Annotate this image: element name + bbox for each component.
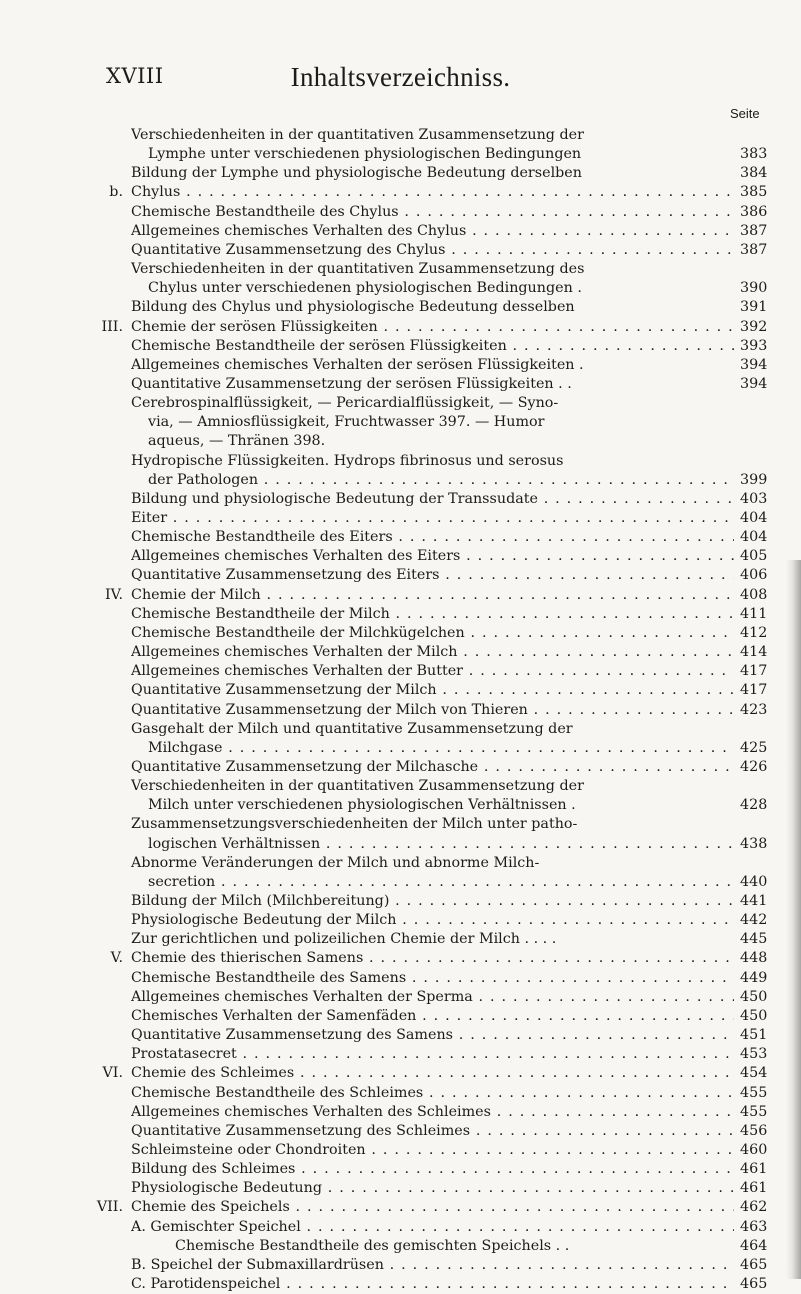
entry-title: Gasgehalt der Milch und quantitative Zusammensetzung der <box>131 720 573 737</box>
page-ref: 403 <box>740 490 768 507</box>
entry-title: via, — Amniosflüssigkeit, Fruchtwasser 397. — Humor <box>148 414 545 431</box>
entry-title: der Pathologen . . . <box>148 471 734 490</box>
section-number: III. <box>101 318 123 335</box>
entry-title: Hydropische Flüssigkeiten. Hydrops fibrinosus und serosus <box>131 452 564 469</box>
entry-title: Physiologische Bedeutung der Milch . . . <box>131 911 734 930</box>
toc-entry <box>0 681 801 700</box>
page-ref: 450 <box>740 988 768 1005</box>
page-ref: 465 <box>740 1256 768 1273</box>
page-ref: 391 <box>740 299 768 316</box>
entry-title: Chemie des Speichels . . . <box>131 1198 734 1217</box>
entry-title: Quantitative Zusammensetzung der Milchasche . . . <box>131 758 734 777</box>
entry-title: Chemie der serösen Flüssigkeiten . . . <box>131 318 734 337</box>
entry-title: Allgemeines chemisches Verhalten des Eiters . . . <box>131 547 734 566</box>
toc-entry <box>0 356 801 375</box>
page-ref: 440 <box>740 873 768 890</box>
toc-entry <box>0 413 801 432</box>
entry-title: aqueus, — Thränen 398. <box>148 433 326 450</box>
toc-entry <box>0 1256 801 1275</box>
page-ref: 461 <box>740 1180 768 1197</box>
toc-entry <box>0 1218 801 1237</box>
page-ref: 387 <box>740 222 768 239</box>
toc-entry <box>0 183 801 202</box>
section-number: VI. <box>102 1065 123 1082</box>
entry-title: Verschiedenheiten in der quantitativen Zusammensetzung des <box>131 261 585 278</box>
page-ref: 392 <box>740 318 768 335</box>
page-ref: 455 <box>740 1084 768 1101</box>
toc-entry <box>0 739 801 758</box>
page-ref: 406 <box>740 567 768 584</box>
toc-entry <box>0 432 801 451</box>
page-ref: 465 <box>740 1276 768 1292</box>
page-ref: 394 <box>740 375 768 392</box>
entry-title: Quantitative Zusammensetzung des Schleimes . . . <box>131 1122 734 1141</box>
toc-entry <box>0 337 801 356</box>
entry-title: secretion . . . <box>148 873 734 892</box>
toc-entry <box>0 145 801 164</box>
toc-entry <box>0 835 801 854</box>
entry-title: Chemische Bestandtheile des Samens . . . <box>131 969 734 988</box>
entry-title: Allgemeines chemisches Verhalten der Butter . . . <box>131 662 734 681</box>
entry-title: Chemische Bestandtheile des Schleimes . . . <box>131 1084 734 1103</box>
toc-entry <box>0 260 801 279</box>
toc-entry <box>0 969 801 988</box>
toc-entry <box>0 854 801 873</box>
toc-entry <box>0 222 801 241</box>
page-ref: 417 <box>740 682 768 699</box>
toc-entry <box>0 375 801 394</box>
entry-title: Allgemeines chemisches Verhalten der serösen Flüssigkeiten . <box>131 356 584 373</box>
toc-entry <box>0 509 801 528</box>
toc-entry <box>0 1026 801 1045</box>
page-ref: 445 <box>740 931 768 948</box>
toc-entry <box>0 1084 801 1103</box>
entry-title: Schleimsteine oder Chondroiten . . . <box>131 1141 734 1160</box>
page-ref: 414 <box>740 644 768 661</box>
section-number: V. <box>110 950 123 967</box>
entry-title: Milchgase . . . <box>148 739 734 758</box>
entry-title: Chemische Bestandtheile der Milch . . . <box>131 605 734 624</box>
entry-title: Milch unter verschiedenen physiologischen Verhältnissen . <box>148 797 576 814</box>
toc-entry <box>0 547 801 566</box>
entry-title: Quantitative Zusammensetzung des Chylus . . . <box>131 241 734 260</box>
entry-title: Prostatasecret . . . <box>131 1045 734 1064</box>
toc-entry <box>0 1045 801 1064</box>
entry-title: B. Speichel der Submaxillardrüsen . . . <box>131 1256 734 1275</box>
entry-title: Verschiedenheiten in der quantitativen Zusammensetzung der <box>131 127 584 143</box>
toc-entry <box>0 949 801 968</box>
toc-entry <box>0 1198 801 1217</box>
page-ref: 441 <box>740 893 768 909</box>
toc-entry <box>0 279 801 298</box>
page-ref: 405 <box>740 548 768 565</box>
toc-entry <box>0 777 801 796</box>
toc-entry <box>0 1275 801 1294</box>
page-ref: 404 <box>740 510 768 526</box>
page-ref: 463 <box>740 1218 768 1235</box>
page-ref: 456 <box>740 1122 768 1139</box>
toc-entry <box>0 1141 801 1160</box>
page-ref: 384 <box>740 165 768 182</box>
entry-title: Chemische Bestandtheile der serösen Flüssigkeiten . . . <box>131 337 734 356</box>
toc-entry <box>0 528 801 547</box>
entry-title: Bildung des Chylus und physiologische Bedeutung desselben <box>131 299 575 316</box>
toc-entry <box>0 586 801 605</box>
toc-entry <box>0 720 801 739</box>
entry-title: Chemische Bestandtheile des Eiters . . . <box>131 528 734 547</box>
entry-title: Allgemeines chemisches Verhalten der Sperma . . . <box>131 988 734 1007</box>
entry-title: Bildung und physiologische Bedeutung der Transsudate . . . <box>131 490 734 509</box>
entry-title: Lymphe unter verschiedenen physiologischen Bedingungen <box>148 146 582 163</box>
entry-title: Chemische Bestandtheile des gemischten Speichels . . <box>175 1237 570 1254</box>
entry-title: Zusammensetzungsverschiedenheiten der Milch unter patho- <box>131 816 578 833</box>
toc-entry <box>0 1237 801 1256</box>
toc-entry <box>0 566 801 585</box>
entry-title: Chemie des Schleimes . . . <box>131 1064 734 1083</box>
page-ref: 450 <box>740 1007 768 1024</box>
toc-entry <box>0 873 801 892</box>
toc-entry <box>0 490 801 509</box>
page-ref: 412 <box>740 624 768 641</box>
page-ref: 390 <box>740 280 768 297</box>
page-ref: 393 <box>740 337 768 354</box>
toc-entry <box>0 892 801 911</box>
entry-title: C. Parotidenspeichel . . . <box>131 1275 734 1294</box>
toc-entry <box>0 930 801 949</box>
toc-entry <box>0 1064 801 1083</box>
entry-title: Chylus . . . <box>131 183 734 202</box>
page-ref: 451 <box>740 1027 768 1044</box>
page-ref: 408 <box>740 586 768 603</box>
entry-title: Physiologische Bedeutung . . . <box>131 1179 734 1198</box>
entry-title: Verschiedenheiten in der quantitativen Zusammensetzung der <box>131 778 584 795</box>
toc-entry <box>0 394 801 413</box>
entry-title: Chemische Bestandtheile der Milchkügelchen . . . <box>131 624 734 643</box>
toc-entry <box>0 318 801 337</box>
toc-entry <box>0 452 801 471</box>
entry-title: logischen Verhältnissen . . . <box>148 835 734 854</box>
page-edge-shadow <box>786 560 801 1279</box>
page-number: XVIII <box>106 64 164 88</box>
entry-title: Allgemeines chemisches Verhalten der Milch . . . <box>131 643 734 662</box>
toc-entry <box>0 241 801 260</box>
page-ref: 448 <box>740 950 768 967</box>
page-ref: 454 <box>740 1065 768 1082</box>
page-ref: 449 <box>740 969 768 986</box>
entry-title: Chemische Bestandtheile des Chylus . . . <box>131 203 734 222</box>
entry-title: Eiter . . . <box>131 509 734 528</box>
section-number: IV. <box>104 586 123 603</box>
page-ref: 455 <box>740 1103 768 1120</box>
toc-entry <box>0 1122 801 1141</box>
entry-title: Bildung der Lymphe und physiologische Bedeutung derselben <box>131 165 582 182</box>
toc-entry <box>0 1103 801 1122</box>
page-ref: 426 <box>740 758 768 775</box>
page-ref: 383 <box>740 146 768 163</box>
page-ref: 411 <box>740 605 768 622</box>
page-ref: 442 <box>740 912 768 929</box>
entry-title: Cerebrospinalflüssigkeit, — Pericardialflüssigkeit, — Syno- <box>131 395 559 412</box>
page-ref: 399 <box>740 471 768 488</box>
entry-title: Quantitative Zusammensetzung der Milch . . . <box>131 681 734 700</box>
entry-title: Chemisches Verhalten der Samenfäden . . . <box>131 1007 734 1026</box>
entry-title: Quantitative Zusammensetzung der serösen Flüssigkeiten . . <box>131 375 572 392</box>
entry-title: Zur gerichtlichen und polizeilichen Chemie der Milch . . . . <box>131 931 557 948</box>
entry-title: Chemie des thierischen Samens . . . <box>131 949 734 968</box>
entry-title: A. Gemischter Speichel . . . <box>131 1218 734 1237</box>
seite-column-label: Seite <box>730 106 760 121</box>
page-ref: 417 <box>740 663 768 680</box>
toc-entry <box>0 911 801 930</box>
entry-title: Bildung der Milch (Milchbereitung) . . . <box>131 892 734 911</box>
page-ref: 461 <box>740 1161 768 1178</box>
page-title: Inhaltsverzeichniss. <box>290 62 511 92</box>
section-number: VII. <box>96 1199 123 1216</box>
toc-entry <box>0 815 801 834</box>
toc-entry <box>0 605 801 624</box>
toc-entry <box>0 624 801 643</box>
page-ref: 387 <box>740 241 768 258</box>
toc-entry <box>0 701 801 720</box>
page-ref: 438 <box>740 835 768 852</box>
page-ref: 428 <box>740 797 768 814</box>
page-ref: 394 <box>740 356 768 373</box>
entry-title: Chylus unter verschiedenen physiologischen Bedingungen . <box>148 280 582 297</box>
section-number: b. <box>109 184 123 201</box>
toc-entry <box>0 988 801 1007</box>
page-ref: 453 <box>740 1046 768 1063</box>
toc-entry <box>0 643 801 662</box>
page-ref: 404 <box>740 529 768 546</box>
page-ref: 460 <box>740 1141 768 1158</box>
entry-title: Quantitative Zusammensetzung des Eiters . . . <box>131 566 734 585</box>
entry-title: Allgemeines chemisches Verhalten des Schleimes . . . <box>131 1103 734 1122</box>
page-ref: 423 <box>740 701 768 718</box>
toc-entry <box>0 662 801 681</box>
toc-entry <box>0 1007 801 1026</box>
toc-entry <box>0 126 801 145</box>
toc-entry <box>0 758 801 777</box>
entry-title: Allgemeines chemisches Verhalten des Chylus . . . <box>131 222 734 241</box>
entry-title: Abnorme Veränderungen der Milch und abnorme Milch- <box>131 854 540 871</box>
entry-title: Quantitative Zusammensetzung des Samens . . . <box>131 1026 734 1045</box>
page-ref: 386 <box>740 203 768 220</box>
page-ref: 425 <box>740 739 768 756</box>
toc-entry <box>0 203 801 222</box>
entry-title: Bildung des Schleimes . . . <box>131 1160 734 1179</box>
page-ref: 464 <box>740 1237 768 1254</box>
entry-title: Quantitative Zusammensetzung der Milch von Thieren . . . <box>131 701 734 720</box>
page-ref: 462 <box>740 1199 768 1216</box>
entry-title: Chemie der Milch . . . <box>131 586 734 605</box>
toc-entry <box>0 164 801 183</box>
toc-entry <box>0 1179 801 1198</box>
toc-entry <box>0 471 801 490</box>
page-ref: 385 <box>740 184 768 201</box>
toc-entry <box>0 796 801 815</box>
toc-entry <box>0 298 801 317</box>
toc-entry <box>0 1160 801 1179</box>
